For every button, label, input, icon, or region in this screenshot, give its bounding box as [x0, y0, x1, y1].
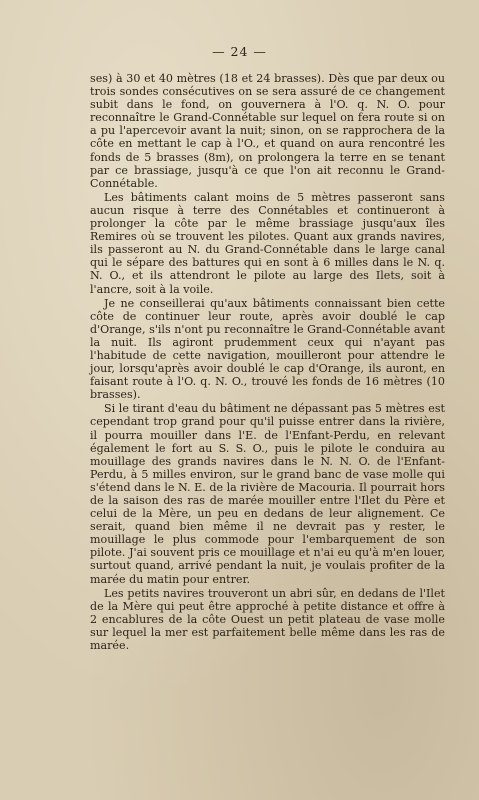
paragraph-1: ses) à 30 et 40 mètres (18 et 24 brasses). Dès que par deux ou trois sondes consécutives on se sera assuré de ce changement subit dans le fond, on gouvernera à l'O. q. N. O. pour reconnaître le Grand-Connétable sur lequel on fera route si on a pu l'apercevoir avant la nuit; sinon, on se rapprochera de la côte en mettant le cap à l'O., et quand on aura rencontré les fonds de 5 brasses (8m), on prolongera la terre en se tenant par ce brassiage, jusqu'à ce que l'on ait reconnu le Grand-Connétable.	[90, 72, 445, 190]
paragraph-4: Si le tirant d'eau du bâtiment ne dépassant pas 5 mètres est cependant trop grand pour qu'il puisse entrer dans la rivière, il pourra mouiller dans l'E. de l'Enfant-Perdu, en relevant également le fort au S. S. O., puis le pilote le conduira au mouillage des grands navires dans le N. N. O. de l'Enfant-Perdu, à 5 milles environ, sur le grand banc de vase molle qui s'étend dans le N. E. de la rivière de Macouria. Il pourrait hors de la saison des ras de marée mouiller entre l'Ilet du Père et celui de la Mère, un peu en dedans de leur alignement. Ce serait, quand bien même il ne devrait pas y rester, le mouillage le plus commode pour l'embarquement de son pilote. J'ai souvent pris ce mouillage et n'ai eu qu'à m'en louer, surtout quand, arrivé pendant la nuit, je voulais profiter de la marée du matin pour entrer.	[90, 402, 445, 586]
paragraph-2: Les bâtiments calant moins de 5 mètres passeront sans aucun risque à terre des Connétables et continueront à prolonger la côte par le même brassiage jusqu'aux îles Remires où se trouvent les pilotes. Quant aux grands navires, ils passeront au N. du Grand-Connétable dans le large canal qui le sépare des battures qui en sont à 6 milles dans le N. q. N. O., et ils attendront le pilote au large des Ilets, soit à l'ancre, soit à la voile.	[90, 190, 445, 296]
page-number: — 24 —	[212, 44, 267, 59]
text-block	[90, 72, 445, 652]
paragraph-5: Les petits navires trouveront un abri sûr, en dedans de l'Ilet de la Mère qui peut être approché à petite distance et offre à 2 encablures de la côte Ouest un petit plateau de vase molle sur lequel la mer est parfaitement belle même dans les ras de marée.	[90, 586, 445, 653]
paragraph-3: Je ne conseillerai qu'aux bâtiments connaissant bien cette côte de continuer leur route, après avoir doublé le cap d'Orange, s'ils n'ont pu reconnaître le Grand-Connétable avant la nuit. Ils agiront prudemment ceux qui n'ayant pas l'habitude de cette navigation, mouilleront pour attendre le jour, lorsqu'après avoir doublé le cap d'Orange, ils auront, en faisant route à l'O. q. N. O., trouvé les fonds de 16 mètres (10 brasses).	[90, 296, 445, 402]
